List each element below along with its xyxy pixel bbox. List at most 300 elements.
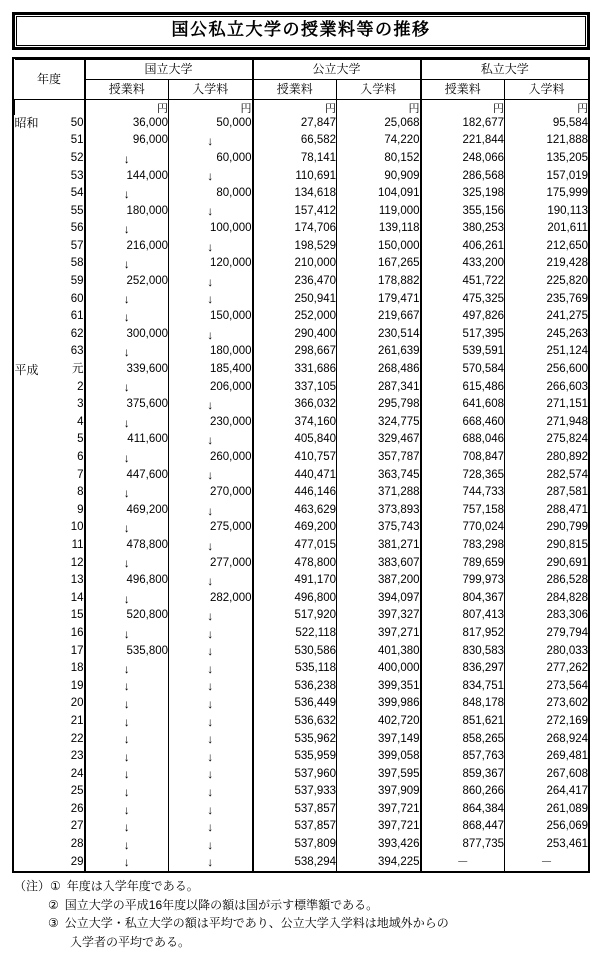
note-item [14,914,590,933]
header-group-public: 公立大学 [253,59,421,79]
cell-private-admission: 272,169 [505,713,589,731]
cell-private-admission: 271,151 [505,396,589,414]
cell-public-admission: 363,745 [337,467,421,485]
cell-public-tuition: 536,449 [253,695,337,713]
cell-private-tuition: 864,384 [421,801,505,819]
unit-national-tuition: 円 [85,99,169,115]
row-year: 63 [59,343,85,361]
cell-public-admission: 375,743 [337,519,421,537]
cell-private-tuition: 380,253 [421,220,505,238]
unit-private-admission: 円 [505,99,589,115]
cell-public-tuition: 537,857 [253,818,337,836]
table-row [15,361,589,379]
table-row [15,326,589,344]
cell-national-admission: ↓ [169,818,253,836]
table-row [15,572,589,590]
row-year: 28 [59,836,85,854]
cell-private-admission: 287,581 [505,484,589,502]
cell-national-tuition: ↓ [85,185,169,203]
header-public-admission: 入学料 [337,79,421,99]
cell-private-tuition: 286,568 [421,167,505,185]
cell-private-admission: 212,650 [505,238,589,256]
cell-national-admission: 150,000 [169,308,253,326]
cell-public-admission: 397,595 [337,766,421,784]
row-era-label [15,291,59,309]
cell-public-tuition: 537,960 [253,766,337,784]
cell-national-tuition: ↓ [85,150,169,168]
cell-public-admission: 268,486 [337,361,421,379]
table-row [15,185,589,203]
table-row [15,379,589,397]
row-era-label [15,766,59,784]
row-year: 26 [59,801,85,819]
row-year: 23 [59,748,85,766]
cell-national-tuition: ↓ [85,484,169,502]
cell-public-tuition: 157,412 [253,203,337,221]
cell-public-admission: 401,380 [337,643,421,661]
note-text: 公立大学・私立大学の額は平均であり、公立大学入学料は地域外からの [64,916,449,931]
cell-private-tuition: 877,735 [421,836,505,854]
row-era-label [15,396,59,414]
cell-public-admission: 80,152 [337,150,421,168]
row-year: 19 [59,678,85,696]
row-era-label [15,555,59,573]
cell-national-tuition: 411,600 [85,431,169,449]
cell-private-tuition: 497,826 [421,308,505,326]
cell-private-tuition: 860,266 [421,783,505,801]
row-era-label [15,818,59,836]
cell-private-admission: 95,584 [505,115,589,133]
cell-public-admission: 397,271 [337,625,421,643]
cell-private-admission: 256,600 [505,361,589,379]
cell-private-admission: 235,769 [505,291,589,309]
cell-national-admission: ↓ [169,643,253,661]
row-year: 22 [59,730,85,748]
row-era-label [15,449,59,467]
row-era-label [15,519,59,537]
cell-national-admission: 80,000 [169,185,253,203]
row-year: 元 [59,361,85,379]
table-row [15,431,589,449]
cell-national-admission: ↓ [169,836,253,854]
cell-national-admission: 260,000 [169,449,253,467]
cell-public-admission: 397,327 [337,607,421,625]
cell-national-admission: ↓ [169,396,253,414]
cell-private-admission: － [505,854,589,872]
cell-public-tuition: 298,667 [253,343,337,361]
cell-national-tuition: 144,000 [85,167,169,185]
cell-private-admission: 275,824 [505,431,589,449]
cell-public-admission: 381,271 [337,537,421,555]
cell-national-tuition: ↓ [85,519,169,537]
cell-public-tuition: 496,800 [253,590,337,608]
table-row [15,643,589,661]
cell-private-admission: 201,611 [505,220,589,238]
cell-public-tuition: 538,294 [253,854,337,872]
cell-public-admission: 399,351 [337,678,421,696]
cell-private-admission: 288,471 [505,502,589,520]
cell-private-admission: 286,528 [505,572,589,590]
cell-national-admission: ↓ [169,748,253,766]
cell-national-admission: ↓ [169,607,253,625]
cell-national-tuition: ↓ [85,555,169,573]
cell-public-admission: 104,091 [337,185,421,203]
cell-private-admission: 251,124 [505,343,589,361]
header-national-tuition: 授業料 [85,79,169,99]
tuition-fees-table [14,59,589,872]
cell-national-admission: ↓ [169,273,253,291]
cell-public-tuition: 478,800 [253,555,337,573]
unit-national-admission: 円 [169,99,253,115]
row-year: 16 [59,625,85,643]
cell-national-admission: ↓ [169,713,253,731]
cell-national-tuition: ↓ [85,748,169,766]
cell-national-tuition: ↓ [85,783,169,801]
cell-private-tuition: 836,297 [421,660,505,678]
cell-public-admission: 261,639 [337,343,421,361]
table-row [15,607,589,625]
cell-national-tuition: ↓ [85,730,169,748]
row-era-label [15,220,59,238]
title-inner-border [16,16,586,46]
row-era-label [15,590,59,608]
cell-public-admission: 397,721 [337,818,421,836]
cell-public-admission: 371,288 [337,484,421,502]
row-year: 6 [59,449,85,467]
cell-national-admission: ↓ [169,766,253,784]
cell-public-tuition: 522,118 [253,625,337,643]
cell-national-tuition: 520,800 [85,607,169,625]
cell-public-tuition: 517,920 [253,607,337,625]
unit-public-tuition: 円 [253,99,337,115]
cell-public-tuition: 250,941 [253,291,337,309]
title-box [12,12,590,50]
table-row [15,555,589,573]
cell-public-tuition: 535,962 [253,730,337,748]
row-era-label [15,572,59,590]
cell-national-tuition: ↓ [85,695,169,713]
cell-private-admission: 277,262 [505,660,589,678]
table-row [15,132,589,150]
table-row [15,255,589,273]
cell-public-tuition: 134,618 [253,185,337,203]
unit-private-tuition: 円 [421,99,505,115]
cell-national-admission: 270,000 [169,484,253,502]
table-row [15,590,589,608]
row-era-label [15,502,59,520]
row-year: 17 [59,643,85,661]
cell-public-admission: 230,514 [337,326,421,344]
table-row [15,396,589,414]
cell-public-tuition: 405,840 [253,431,337,449]
cell-public-tuition: 174,706 [253,220,337,238]
note-number: ① [50,879,61,894]
table-row [15,167,589,185]
cell-public-admission: 178,882 [337,273,421,291]
cell-national-admission: 185,400 [169,361,253,379]
cell-private-admission: 267,608 [505,766,589,784]
cell-public-admission: 357,787 [337,449,421,467]
cell-public-admission: 399,986 [337,695,421,713]
header-private-admission: 入学料 [505,79,589,99]
cell-public-admission: 287,341 [337,379,421,397]
cell-public-tuition: 366,032 [253,396,337,414]
cell-private-tuition: 325,198 [421,185,505,203]
cell-public-tuition: 374,160 [253,414,337,432]
cell-national-tuition: ↓ [85,220,169,238]
cell-public-admission: 90,909 [337,167,421,185]
row-year: 3 [59,396,85,414]
table-row [15,854,589,872]
cell-private-tuition: 859,367 [421,766,505,784]
row-era-label [15,607,59,625]
cell-private-tuition: 789,659 [421,555,505,573]
cell-private-admission: 282,574 [505,467,589,485]
cell-national-tuition: ↓ [85,818,169,836]
cell-private-tuition: 475,325 [421,291,505,309]
cell-private-admission: 273,602 [505,695,589,713]
cell-private-tuition: 248,066 [421,150,505,168]
cell-private-tuition: 770,024 [421,519,505,537]
cell-public-admission: 394,225 [337,854,421,872]
cell-private-tuition: 539,591 [421,343,505,361]
cell-national-admission: ↓ [169,678,253,696]
cell-private-tuition: 848,178 [421,695,505,713]
cell-national-admission: ↓ [169,537,253,555]
cell-private-tuition: 807,413 [421,607,505,625]
table-header [15,59,589,115]
unit-public-admission: 円 [337,99,421,115]
table-row [15,678,589,696]
row-year: 12 [59,555,85,573]
row-year: 51 [59,132,85,150]
row-era-label [15,414,59,432]
row-year: 10 [59,519,85,537]
cell-public-tuition: 66,582 [253,132,337,150]
cell-national-tuition: 300,000 [85,326,169,344]
cell-national-tuition: ↓ [85,255,169,273]
row-year: 60 [59,291,85,309]
cell-public-tuition: 537,857 [253,801,337,819]
row-year: 62 [59,326,85,344]
cell-public-admission: 387,200 [337,572,421,590]
row-era-label [15,431,59,449]
table-row [15,730,589,748]
cell-national-admission: ↓ [169,730,253,748]
cell-public-admission: 150,000 [337,238,421,256]
cell-public-admission: 373,893 [337,502,421,520]
cell-private-admission: 271,948 [505,414,589,432]
cell-national-tuition: ↓ [85,836,169,854]
cell-private-tuition: 182,677 [421,115,505,133]
cell-public-admission: 400,000 [337,660,421,678]
header-group-private: 私立大学 [421,59,589,79]
row-era-label [15,660,59,678]
cell-national-admission: ↓ [169,467,253,485]
row-era-label [15,308,59,326]
row-year: 56 [59,220,85,238]
cell-public-admission: 324,775 [337,414,421,432]
cell-national-admission: 120,000 [169,255,253,273]
table-row [15,836,589,854]
cell-private-admission: 283,306 [505,607,589,625]
table-row [15,502,589,520]
cell-national-admission: 50,000 [169,115,253,133]
cell-private-admission: 241,275 [505,308,589,326]
cell-private-tuition: 688,046 [421,431,505,449]
cell-national-admission: 277,000 [169,555,253,573]
cell-public-tuition: 440,471 [253,467,337,485]
cell-public-admission: 219,667 [337,308,421,326]
cell-national-admission: ↓ [169,695,253,713]
cell-public-tuition: 27,847 [253,115,337,133]
row-era-label [15,537,59,555]
cell-national-tuition: 339,600 [85,361,169,379]
cell-national-admission: ↓ [169,502,253,520]
row-era-label [15,730,59,748]
cell-private-admission: 290,691 [505,555,589,573]
row-year: 15 [59,607,85,625]
row-era-label [15,167,59,185]
cell-private-tuition: 799,973 [421,572,505,590]
table-row [15,220,589,238]
cell-public-admission: 402,720 [337,713,421,731]
cell-private-admission: 245,263 [505,326,589,344]
cell-national-admission: ↓ [169,625,253,643]
cell-national-admission: 275,000 [169,519,253,537]
cell-private-tuition: 817,952 [421,625,505,643]
row-era-label [15,132,59,150]
cell-private-tuition: 221,844 [421,132,505,150]
cell-national-tuition: 478,800 [85,537,169,555]
cell-private-admission: 190,113 [505,203,589,221]
row-year: 9 [59,502,85,520]
header-national-admission: 入学料 [169,79,253,99]
cell-private-tuition: 857,763 [421,748,505,766]
header-row-group [15,59,589,79]
cell-national-admission: ↓ [169,660,253,678]
cell-public-tuition: 252,000 [253,308,337,326]
cell-national-tuition: ↓ [85,308,169,326]
row-era-label [15,854,59,872]
row-year: 50 [59,115,85,133]
cell-public-admission: 74,220 [337,132,421,150]
row-era-label [15,379,59,397]
header-private-tuition: 授業料 [421,79,505,99]
row-era-label [15,255,59,273]
notes-section [14,877,590,951]
cell-public-tuition: 446,146 [253,484,337,502]
row-era-label [15,467,59,485]
row-year: 2 [59,379,85,397]
row-year: 54 [59,185,85,203]
cell-private-tuition: 433,200 [421,255,505,273]
cell-public-tuition: 536,632 [253,713,337,731]
row-era-label [15,273,59,291]
table-row [15,150,589,168]
table-row [15,467,589,485]
cell-public-tuition: 530,586 [253,643,337,661]
note-continuation: 入学者の平均である。 [70,935,191,949]
cell-public-tuition: 110,691 [253,167,337,185]
cell-private-admission: 121,888 [505,132,589,150]
row-year: 25 [59,783,85,801]
cell-private-admission: 261,089 [505,801,589,819]
row-era-label [15,748,59,766]
cell-national-tuition: 375,600 [85,396,169,414]
table-row [15,449,589,467]
cell-national-admission: 230,000 [169,414,253,432]
cell-private-tuition: 783,298 [421,537,505,555]
row-year: 27 [59,818,85,836]
cell-private-admission: 225,820 [505,273,589,291]
table-row [15,519,589,537]
cell-public-admission: 295,798 [337,396,421,414]
row-era-label [15,326,59,344]
table-row [15,238,589,256]
cell-national-admission: 282,000 [169,590,253,608]
page-title: 国公私立大学の授業料等の推移 [171,20,431,39]
cell-public-admission: 397,721 [337,801,421,819]
cell-national-tuition: ↓ [85,766,169,784]
cell-national-tuition: ↓ [85,291,169,309]
row-year: 20 [59,695,85,713]
note-number: ② [48,897,59,912]
cell-private-admission: 157,019 [505,167,589,185]
cell-public-tuition: 331,686 [253,361,337,379]
cell-national-admission: ↓ [169,132,253,150]
cell-national-tuition: 180,000 [85,203,169,221]
cell-private-tuition: 830,583 [421,643,505,661]
table-row [15,801,589,819]
note-number: ③ [48,916,59,931]
cell-public-admission: 329,467 [337,431,421,449]
row-year: 55 [59,203,85,221]
cell-private-tuition: 668,460 [421,414,505,432]
cell-private-admission: 135,205 [505,150,589,168]
cell-public-tuition: 337,105 [253,379,337,397]
cell-national-tuition: ↓ [85,678,169,696]
row-year: 21 [59,713,85,731]
header-year: 年度 [15,59,85,99]
cell-public-tuition: 477,015 [253,537,337,555]
cell-public-admission: 394,097 [337,590,421,608]
cell-public-admission: 397,909 [337,783,421,801]
row-era-label [15,484,59,502]
header-group-national: 国立大学 [85,59,253,79]
cell-private-admission: 280,033 [505,643,589,661]
cell-private-tuition: 834,751 [421,678,505,696]
table-row [15,748,589,766]
cell-national-tuition: ↓ [85,379,169,397]
cell-private-tuition: 851,621 [421,713,505,731]
row-year: 18 [59,660,85,678]
cell-private-tuition: 615,486 [421,379,505,397]
cell-public-admission: 25,068 [337,115,421,133]
cell-public-admission: 119,000 [337,203,421,221]
cell-national-admission: 100,000 [169,220,253,238]
cell-national-tuition: ↓ [85,854,169,872]
cell-public-admission: 399,058 [337,748,421,766]
row-era-label [15,203,59,221]
cell-private-tuition: 570,584 [421,361,505,379]
cell-national-tuition: 216,000 [85,238,169,256]
table-row [15,291,589,309]
row-year: 13 [59,572,85,590]
cell-private-admission: 268,924 [505,730,589,748]
cell-public-tuition: 535,959 [253,748,337,766]
cell-public-tuition: 410,757 [253,449,337,467]
